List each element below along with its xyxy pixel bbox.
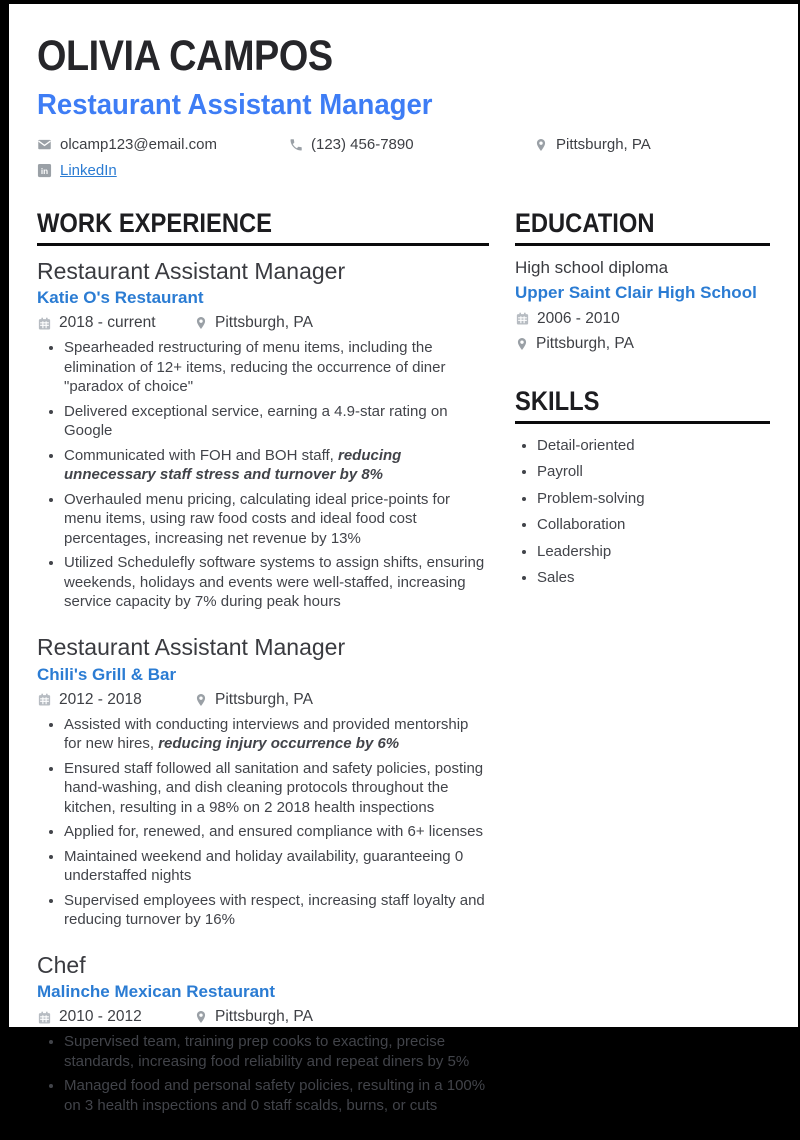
job-title: Restaurant Assistant Manager: [37, 257, 346, 284]
calendar-icon: [37, 692, 52, 707]
contact-linkedin: [37, 162, 117, 179]
job-entry: [37, 952, 489, 1116]
job-dates: [37, 1008, 194, 1026]
education-location-text: Pittsburgh, PA: [536, 334, 634, 352]
job-location-text: Pittsburgh, PA: [215, 1008, 313, 1026]
calendar-icon: [37, 1010, 52, 1025]
resume-content: [9, 4, 798, 1140]
education-dates-text: 2006 - 2010: [537, 309, 620, 327]
job-bullets: [37, 1032, 489, 1115]
job-bullets: [37, 338, 489, 612]
candidate-title: Restaurant Assistant Manager: [37, 89, 433, 122]
map-pin-icon: [515, 337, 529, 351]
job-location: [194, 314, 313, 332]
job-bullet: • Overhauled menu pricing, calculating ideal price-points for menu items, using raw food costs and ideal food cost percentages, increasing net revenue by 13%: [64, 490, 489, 549]
job-bullet: • Maintained weekend and holiday availability, guaranteeing 0 understaffed nights: [64, 847, 489, 886]
job-bullet: • Applied for, renewed, and ensured compliance with 6+ licenses: [64, 822, 489, 842]
job-location-text: Pittsburgh, PA: [215, 690, 313, 708]
map-pin-icon: [194, 316, 208, 330]
map-pin-icon: [194, 693, 208, 707]
job-dates: [37, 691, 194, 709]
job-location: [194, 691, 313, 709]
education-location: [515, 335, 770, 353]
map-pin-icon: [534, 138, 548, 152]
job-dates-text: 2010 - 2012: [59, 1008, 142, 1026]
job-meta: [37, 314, 489, 332]
job-bullet: • Managed food and personal safety policies, resulting in a 100% on 3 health inspections and 0 staff scalds, burns, or cuts: [64, 1076, 489, 1115]
job-dates: [37, 314, 194, 332]
job-bullet: • Utilized Schedulefly software systems to assign shifts, ensuring weekends, holidays and events were well-staffed, increasing service capacity by 7% during peak hours: [64, 553, 489, 612]
skills-heading: SKILLS: [515, 387, 770, 424]
skill-item: • Collaboration: [537, 515, 770, 535]
job-location-text: Pittsburgh, PA: [215, 314, 313, 332]
job-title: Chef: [37, 951, 86, 978]
job-entry: [37, 634, 489, 930]
education-dates: [515, 310, 770, 328]
job-company: Chili's Grill & Bar: [37, 664, 177, 684]
education-heading: EDUCATION: [515, 209, 770, 246]
job-bullet: • Delivered exceptional service, earning a 4.9-star rating on Google: [64, 402, 489, 441]
map-pin-icon: [194, 1010, 208, 1024]
skill-item: • Payroll: [537, 462, 770, 482]
job-bullet: • Communicated with FOH and BOH staff, reducing unnecessary staff stress and turnover by 8%: [64, 446, 489, 485]
education-section: [515, 209, 770, 353]
contact-location: [534, 136, 651, 153]
job-bullet: • Assisted with conducting interviews and provided mentorship for new hires, reducing injury occurrence by 6%: [64, 715, 489, 754]
phone-icon: [289, 138, 303, 152]
contact-info: [37, 136, 770, 179]
job-location: [194, 1008, 313, 1026]
contact-email: [37, 136, 289, 153]
job-company: Katie O's Restaurant: [37, 288, 204, 308]
job-dates-text: 2018 - current: [59, 314, 156, 332]
education-degree: High school diploma: [515, 257, 669, 277]
work-experience-section: [37, 209, 489, 1120]
work-experience-heading: WORK EXPERIENCE: [37, 209, 489, 246]
linkedin-link[interactable]: LinkedIn: [60, 162, 117, 180]
education-school: Upper Saint Clair High School: [515, 282, 757, 302]
header: [37, 34, 770, 179]
job-meta: [37, 1008, 489, 1026]
job-list: [37, 258, 489, 1115]
job-meta: [37, 691, 489, 709]
contact-phone-text: (123) 456-7890: [311, 136, 414, 154]
candidate-name: OLIVIA CAMPOS: [37, 32, 333, 80]
job-bullet: • Supervised team, training prep cooks to exacting, precise standards, increasing food reliability and repeat diners by 5%: [64, 1032, 489, 1071]
contact-phone: [289, 136, 534, 153]
envelope-icon: [37, 137, 52, 152]
skill-item: • Detail-oriented: [537, 436, 770, 456]
job-bullet: • Spearheaded restructuring of menu items, including the elimination of 12+ items, reducing the occurrence of diner "paradox of choice": [64, 338, 489, 397]
contact-email-text: olcamp123@email.com: [60, 136, 217, 154]
job-dates-text: 2012 - 2018: [59, 690, 142, 708]
skills-section: [515, 387, 770, 588]
linkedin-icon: [37, 163, 52, 178]
skill-item: • Sales: [537, 568, 770, 588]
job-bullet: • Ensured staff followed all sanitation and safety policies, posting hand-washing, and dish cleaning protocols throughout the kitchen, resulting in a 98% on 2 2018 health inspections: [64, 759, 489, 818]
contact-location-text: Pittsburgh, PA: [556, 136, 651, 154]
job-company: Malinche Mexican Restaurant: [37, 982, 276, 1002]
job-entry: [37, 258, 489, 612]
calendar-icon: [37, 316, 52, 331]
job-bullet: • Supervised employees with respect, increasing staff loyalty and reducing turnover by 16%: [64, 891, 489, 930]
job-bullets: [37, 715, 489, 930]
skill-item: • Problem-solving: [537, 489, 770, 509]
job-title: Restaurant Assistant Manager: [37, 633, 346, 660]
skills-list: [515, 436, 770, 588]
calendar-icon: [515, 311, 530, 326]
skill-item: • Leadership: [537, 542, 770, 562]
